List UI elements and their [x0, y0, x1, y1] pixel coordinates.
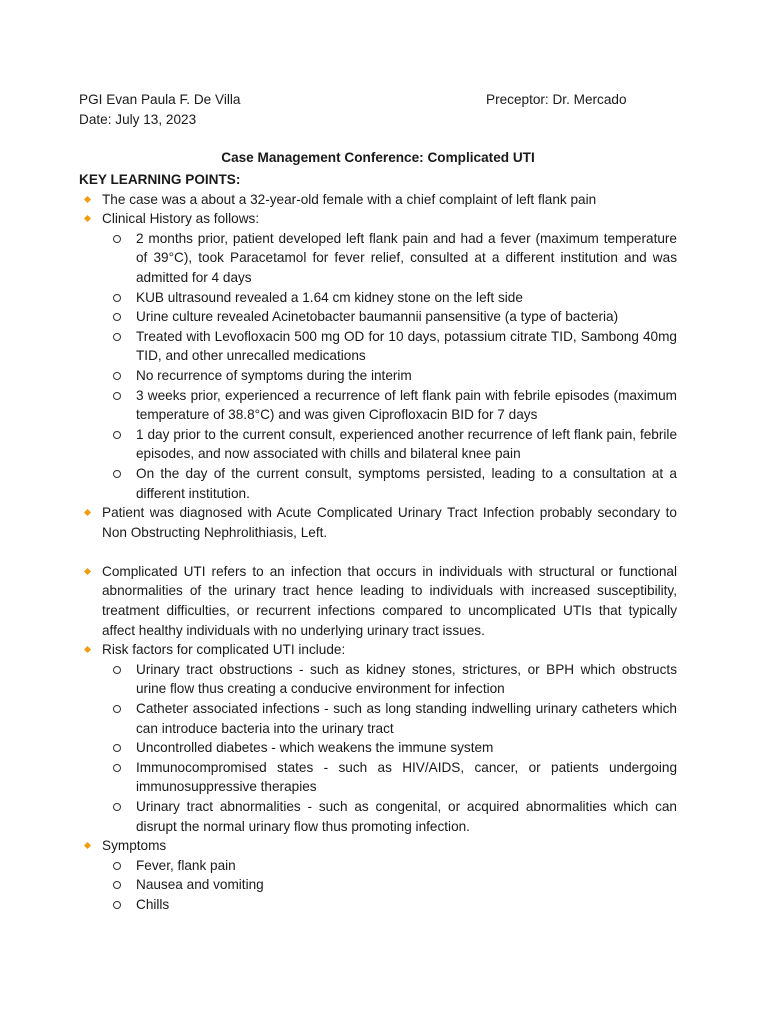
sub-point-text: 1 day prior to the current consult, experienced another recurrence of left flank pain, febrile episodes, and now associated with chills and bilateral knee pain [136, 426, 677, 462]
diamond-bullet-icon [84, 196, 91, 203]
circle-bullet-icon [113, 666, 121, 674]
sub-point-text: Urinary tract abnormalities - such as congenital, or acquired abnormalities which can disrupt the normal urinary flow thus promoting infection. [136, 799, 677, 834]
list-item [79, 503, 677, 542]
circle-bullet-icon [113, 764, 121, 772]
sub-list-item [79, 758, 677, 797]
sub-list-item [79, 425, 677, 464]
sub-list-item [79, 895, 677, 915]
circle-bullet-icon [113, 744, 121, 752]
diamond-bullet-icon [84, 509, 91, 516]
sub-point-text: 3 weeks prior, experienced a recurrence of left flank pain with febrile episodes (maximum temperature of 38.8°C) and was given Ciprofloxacin BID for 7 days [136, 387, 677, 423]
section-heading: KEY LEARNING POINTS: [79, 172, 241, 187]
point-text: Complicated UTI refers to an infection that occurs in individuals with structural or functional abnormalities of the urinary tract hence leading to individuals with increased susceptibility, treatment difficulties, or recurrent infections compared to uncomplicated UTIs that typically affect healthy individuals with no underlying urinary tract issues. [102, 563, 677, 638]
circle-bullet-icon [113, 862, 121, 870]
circle-bullet-icon [113, 372, 121, 380]
circle-bullet-icon [113, 803, 121, 811]
sub-point-text: Urine culture revealed Acinetobacter baumannii pansensitive (a type of bacteria) [136, 309, 619, 325]
diamond-bullet-icon [84, 568, 91, 575]
circle-bullet-icon [113, 470, 121, 478]
sub-list-item [79, 660, 677, 699]
diamond-bullet-icon [84, 215, 91, 222]
document-date: Date: July 13, 2023 [79, 112, 197, 127]
diamond-bullet-icon [84, 646, 91, 653]
point-text: The case was a about a 32-year-old female with a chief complaint of left flank pain [102, 191, 597, 207]
sub-list-item [79, 856, 677, 876]
key-points-list [79, 190, 677, 915]
spacer [79, 542, 677, 562]
sub-point-text: Chills [136, 896, 170, 912]
sub-list-item [79, 386, 677, 425]
sub-point-text: No recurrence of symptoms during the interim [136, 367, 412, 383]
sub-point-text: Immunocompromised states - such as HIV/AIDS, cancer, or patients undergoing immunosuppressive therapies [136, 759, 677, 795]
sub-list-item [79, 738, 677, 758]
point-text: Clinical History as follows: [102, 211, 260, 227]
list-item [79, 190, 677, 210]
sub-point-text: On the day of the current consult, symptoms persisted, leading to a consultation at a different institution. [136, 465, 677, 501]
sub-point-text: Urinary tract obstructions - such as kidney stones, strictures, or BPH which obstructs urine flow thus creating a conducive environment for infection [136, 661, 677, 697]
circle-bullet-icon [113, 313, 121, 321]
sub-list-item [79, 229, 677, 288]
sub-list-item [79, 366, 677, 386]
list-item [79, 562, 677, 640]
circle-bullet-icon [113, 881, 121, 889]
list-item [79, 836, 677, 856]
sub-point-text: Nausea and vomiting [136, 877, 264, 893]
circle-bullet-icon [113, 431, 121, 439]
sub-list-item [79, 327, 677, 366]
document-body [79, 170, 677, 915]
list-item [79, 640, 677, 660]
header-row [79, 92, 679, 112]
point-text: Symptoms [102, 838, 167, 854]
sub-point-text: KUB ultrasound revealed a 1.64 cm kidney stone on the left side [136, 289, 523, 305]
circle-bullet-icon [113, 901, 121, 909]
sub-list-item [79, 875, 677, 895]
diamond-bullet-icon [84, 842, 91, 849]
sub-list-item [79, 464, 677, 503]
point-text: Patient was diagnosed with Acute Complicated Urinary Tract Infection probably secondary to Non Obstructing Nephrolithiasis, Left. [102, 505, 677, 540]
sub-list-item [79, 699, 677, 738]
circle-bullet-icon [113, 392, 121, 400]
circle-bullet-icon [113, 294, 121, 302]
preceptor-name: Preceptor: Dr. Mercado [486, 92, 627, 107]
sub-list-item [79, 797, 677, 836]
sub-list-item [79, 307, 677, 327]
list-item [79, 209, 677, 229]
circle-bullet-icon [113, 333, 121, 341]
author-name: PGI Evan Paula F. De Villa [79, 92, 241, 107]
sub-list-item [79, 288, 677, 308]
circle-bullet-icon [113, 705, 121, 713]
sub-point-text: Treated with Levofloxacin 500 mg OD for 10 days, potassium citrate TID, Sambong 40mg TID, and other unrecalled medications [136, 328, 677, 364]
sub-point-text: 2 months prior, patient developed left flank pain and had a fever (maximum temperature of 39°C), took Paracetamol for fever relief, consulted at a different institution and was admitted for 4 days [136, 230, 677, 285]
point-text: Risk factors for complicated UTI include: [102, 642, 346, 658]
sub-point-text: Catheter associated infections - such as long standing indwelling urinary catheters which can introduce bacteria into the urinary tract [136, 701, 677, 736]
page-title: Case Management Conference: Complicated UTI [221, 150, 535, 165]
sub-point-text: Fever, flank pain [136, 857, 236, 873]
sub-point-text: Uncontrolled diabetes - which weakens the immune system [136, 740, 494, 756]
circle-bullet-icon [113, 235, 121, 243]
